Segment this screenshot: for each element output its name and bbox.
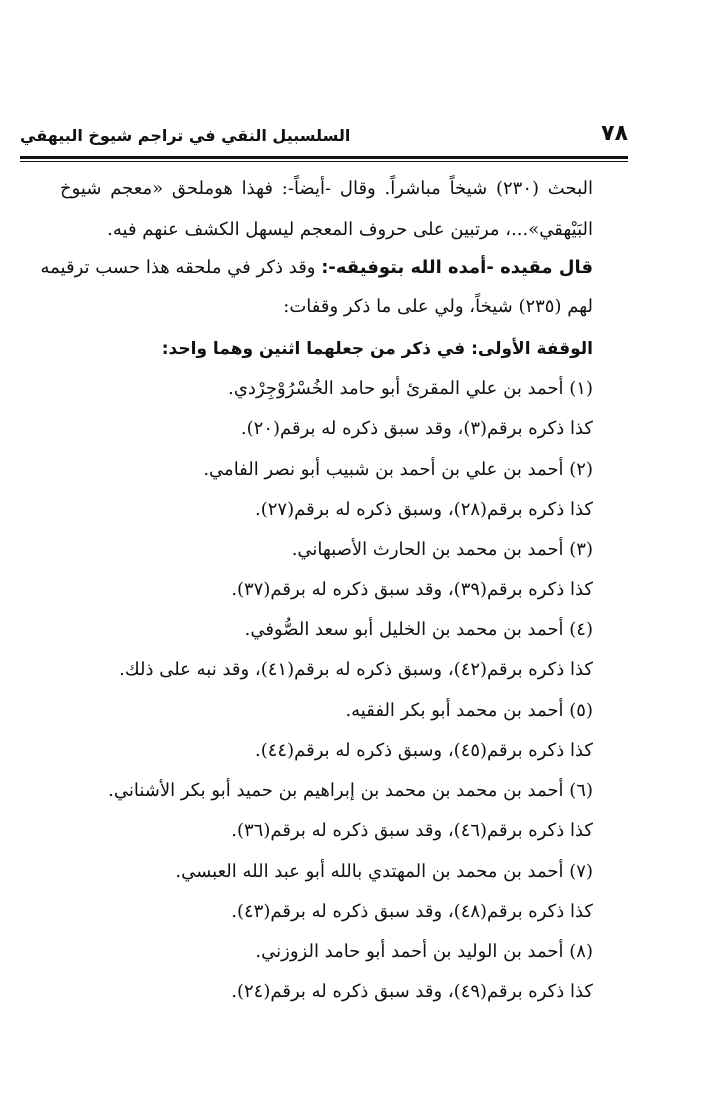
- header-rule-thin: [20, 161, 628, 162]
- entry-6-name: (٦) أحمد بن محمد بن محمد بن إبراهيم بن حميد أبو بكر الأشناني.: [108, 780, 593, 801]
- intro-line-1: البحث (٢٣٠) شيخاً مباشراً. وقال -أيضاً-: فهذا هوملحق «معجم شيوخ: [60, 178, 593, 199]
- entry-8-note: كذا ذكره برقم(٤٩)، وقد سبق ذكره له برقم(٢٤).: [231, 981, 593, 1002]
- note-line-2: لهم (٢٣٥) شيخاً، ولي على ما ذكر وقفات:: [283, 296, 593, 317]
- page-header: [20, 120, 628, 156]
- note-line-1-rest: وقد ذكر في ملحقه هذا حسب ترقيمه: [40, 257, 322, 278]
- entry-3-note: كذا ذكره برقم(٣٩)، وقد سبق ذكره له برقم(٣٧).: [231, 579, 593, 600]
- header-rule-thick: [20, 156, 628, 159]
- intro-line-2: البَيْهقي»...، مرتبين على حروف المعجم ليسهل الكشف عنهم فيه.: [107, 219, 593, 240]
- entry-7-note: كذا ذكره برقم(٤٨)، وقد سبق ذكره له برقم(٤٣).: [231, 901, 593, 922]
- entry-1-note: كذا ذكره برقم(٣)، وقد سبق ذكره له برقم(٢٠).: [240, 418, 593, 439]
- page-number: ٧٨: [601, 121, 628, 146]
- entry-6-note: كذا ذكره برقم(٤٦)، وقد سبق ذكره له برقم(٣٦).: [231, 820, 593, 841]
- note-lead: قال مقيده -أمده الله بتوفيقه-:: [321, 257, 593, 278]
- entry-4-name: (٤) أحمد بن محمد بن الخليل أبو سعد الصُّوفي.: [244, 619, 593, 640]
- entry-8-name: (٨) أحمد بن الوليد بن أحمد أبو حامد الزوزني.: [255, 941, 593, 962]
- entry-2-name: (٢) أحمد بن علي بن أحمد بن شبيب أبو نصر الفامي.: [203, 459, 593, 480]
- entry-7-name: (٧) أحمد بن محمد بن المهتدي بالله أبو عبد الله العبسي.: [175, 861, 593, 882]
- entry-5-note: كذا ذكره برقم(٤٥)، وسبق ذكره له برقم(٤٤).: [255, 740, 593, 761]
- entry-2-note: كذا ذكره برقم(٢٨)، وسبق ذكره له برقم(٢٧).: [255, 499, 593, 520]
- section-heading: الوقفة الأولى: في ذكر من جعلهما اثنين وهما واحد:: [161, 339, 593, 359]
- entry-3-name: (٣) أحمد بن محمد بن الحارث الأصبهاني.: [291, 539, 593, 560]
- note-line-1: [40, 253, 593, 283]
- running-title: السلسبيل النقي في تراجم شيوخ البيهقي: [20, 126, 351, 145]
- entry-1-name: (١) أحمد بن علي المقرئ أبو حامد الخُسْرُوْجِرْدي.: [228, 378, 593, 399]
- entry-4-note: كذا ذكره برقم(٤٢)، وسبق ذكره له برقم(٤١)، وقد نبه على ذلك.: [119, 659, 593, 680]
- entry-5-name: (٥) أحمد بن محمد أبو بكر الفقيه.: [345, 700, 593, 721]
